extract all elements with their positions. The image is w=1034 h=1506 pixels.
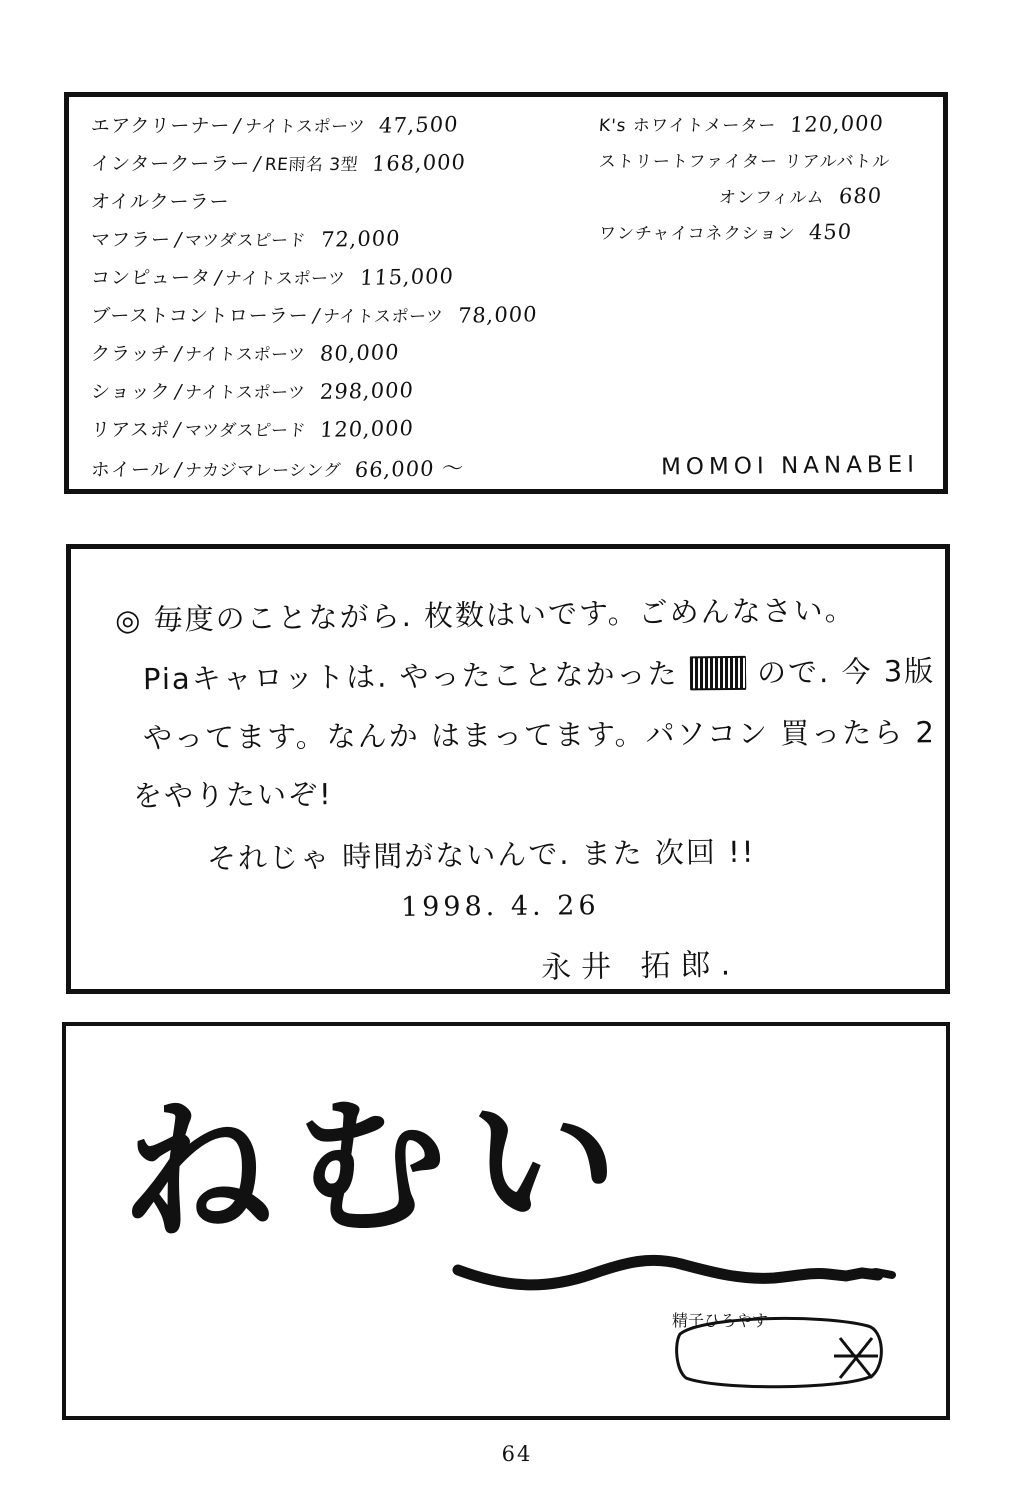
part-price: 120,000 <box>789 111 886 137</box>
parts-row <box>91 453 611 491</box>
part-name: ワンチャイコネクション <box>598 224 797 244</box>
afterword-box <box>66 544 950 994</box>
artist-seal-label-wrap <box>672 1308 890 1394</box>
part-price: 80,000 <box>318 340 400 366</box>
part-separator: / <box>172 229 184 251</box>
part-brand: ナイトスポーツ <box>224 269 347 289</box>
part-name: コンピュータ <box>90 267 212 289</box>
part-separator: / <box>172 381 184 403</box>
part-price: 168,000 <box>371 150 467 176</box>
part-brand: マツダスピード <box>184 231 308 251</box>
part-name: ストリートファイター リアルバトル <box>598 152 891 172</box>
brush-stroke-trail <box>106 1074 926 1304</box>
parts-row <box>91 377 611 415</box>
afterword-signature: 永井 拓郎. <box>540 947 741 986</box>
part-name: オンフィルム <box>718 188 826 208</box>
afterword-strikeout <box>690 656 746 691</box>
parts-row <box>91 339 611 377</box>
part-separator: / <box>171 419 183 441</box>
part-name: エアクリーナー <box>90 115 232 137</box>
momoi-credit: MOMOI NANABEI <box>660 451 920 481</box>
part-price: 78,000 <box>456 302 538 328</box>
afterword-line-3: やってます。なんか はまってます。パソコン 買ったら 2 <box>142 715 937 755</box>
part-name: K's ホワイトメーター <box>598 116 777 136</box>
part-price: 680 <box>838 183 883 209</box>
nemui-box <box>62 1022 950 1420</box>
parts-price-list-box <box>64 92 948 494</box>
part-price: 115,000 <box>358 264 455 290</box>
parts-row <box>91 263 611 301</box>
afterword-line-1: ◎ 毎度のことながら. 枚数はいです。ごめんなさい。 <box>114 592 856 638</box>
afterword-date: 1998. 4. 26 <box>400 890 600 923</box>
afterword-line-2a: Piaキャロットは. やったことなかった <box>142 656 679 697</box>
part-name: マフラー <box>90 229 172 251</box>
part-name: ホイール <box>90 459 172 481</box>
part-separator: / <box>310 305 322 327</box>
parts-row <box>599 183 949 219</box>
parts-row <box>91 301 611 339</box>
part-name: ブーストコントローラー <box>90 305 310 327</box>
parts-row <box>91 225 611 263</box>
part-price: 47,500 <box>378 112 460 138</box>
parts-right-column <box>599 111 949 255</box>
part-name: インタークーラー <box>90 153 251 175</box>
part-separator: / <box>251 153 263 175</box>
part-price: 120,000 <box>318 416 415 442</box>
part-brand: RE雨名 3型 <box>263 155 359 175</box>
artist-seal-text: 精子ひろやす <box>672 1311 769 1330</box>
part-separator: / <box>172 343 184 365</box>
part-name: ショック <box>90 381 172 403</box>
part-brand: ナイトスポーツ <box>184 383 307 403</box>
afterword-line-2 <box>143 649 936 698</box>
parts-row <box>91 111 611 149</box>
afterword-line-4: をやりたいぞ! <box>132 777 333 813</box>
part-price: 298,000 <box>318 378 415 404</box>
afterword-line-5: それじゃ 時間がないんで. また 次回 !! <box>206 834 756 876</box>
part-price: 450 <box>808 219 854 245</box>
part-price: 72,000 <box>319 226 401 252</box>
part-name: クラッチ <box>90 343 172 365</box>
parts-row <box>599 147 949 183</box>
afterword-line-2b: ので. 今 3版 <box>756 653 936 690</box>
part-separator: / <box>212 267 224 289</box>
part-brand: ナイトスポーツ <box>322 307 445 327</box>
parts-row <box>91 187 611 225</box>
parts-row <box>91 149 611 187</box>
parts-row <box>599 111 949 147</box>
nemui-brush-text: ねむい <box>121 1073 643 1261</box>
part-brand: ナイトスポーツ <box>243 117 366 137</box>
part-separator: / <box>232 115 244 137</box>
part-brand: マツダスピード <box>183 421 307 441</box>
parts-list-inner <box>69 97 943 489</box>
part-brand: ナカジマレーシング <box>184 461 342 481</box>
part-name: リアスポ <box>90 419 171 441</box>
parts-row <box>599 219 949 255</box>
page-number: 64 <box>501 1442 533 1466</box>
parts-row <box>91 415 611 453</box>
part-separator: / <box>172 459 184 481</box>
part-price: 66,000 〜 <box>354 456 466 482</box>
part-name: オイルクーラー <box>90 191 231 213</box>
part-brand: ナイトスポーツ <box>184 345 307 365</box>
parts-left-column <box>91 111 611 491</box>
